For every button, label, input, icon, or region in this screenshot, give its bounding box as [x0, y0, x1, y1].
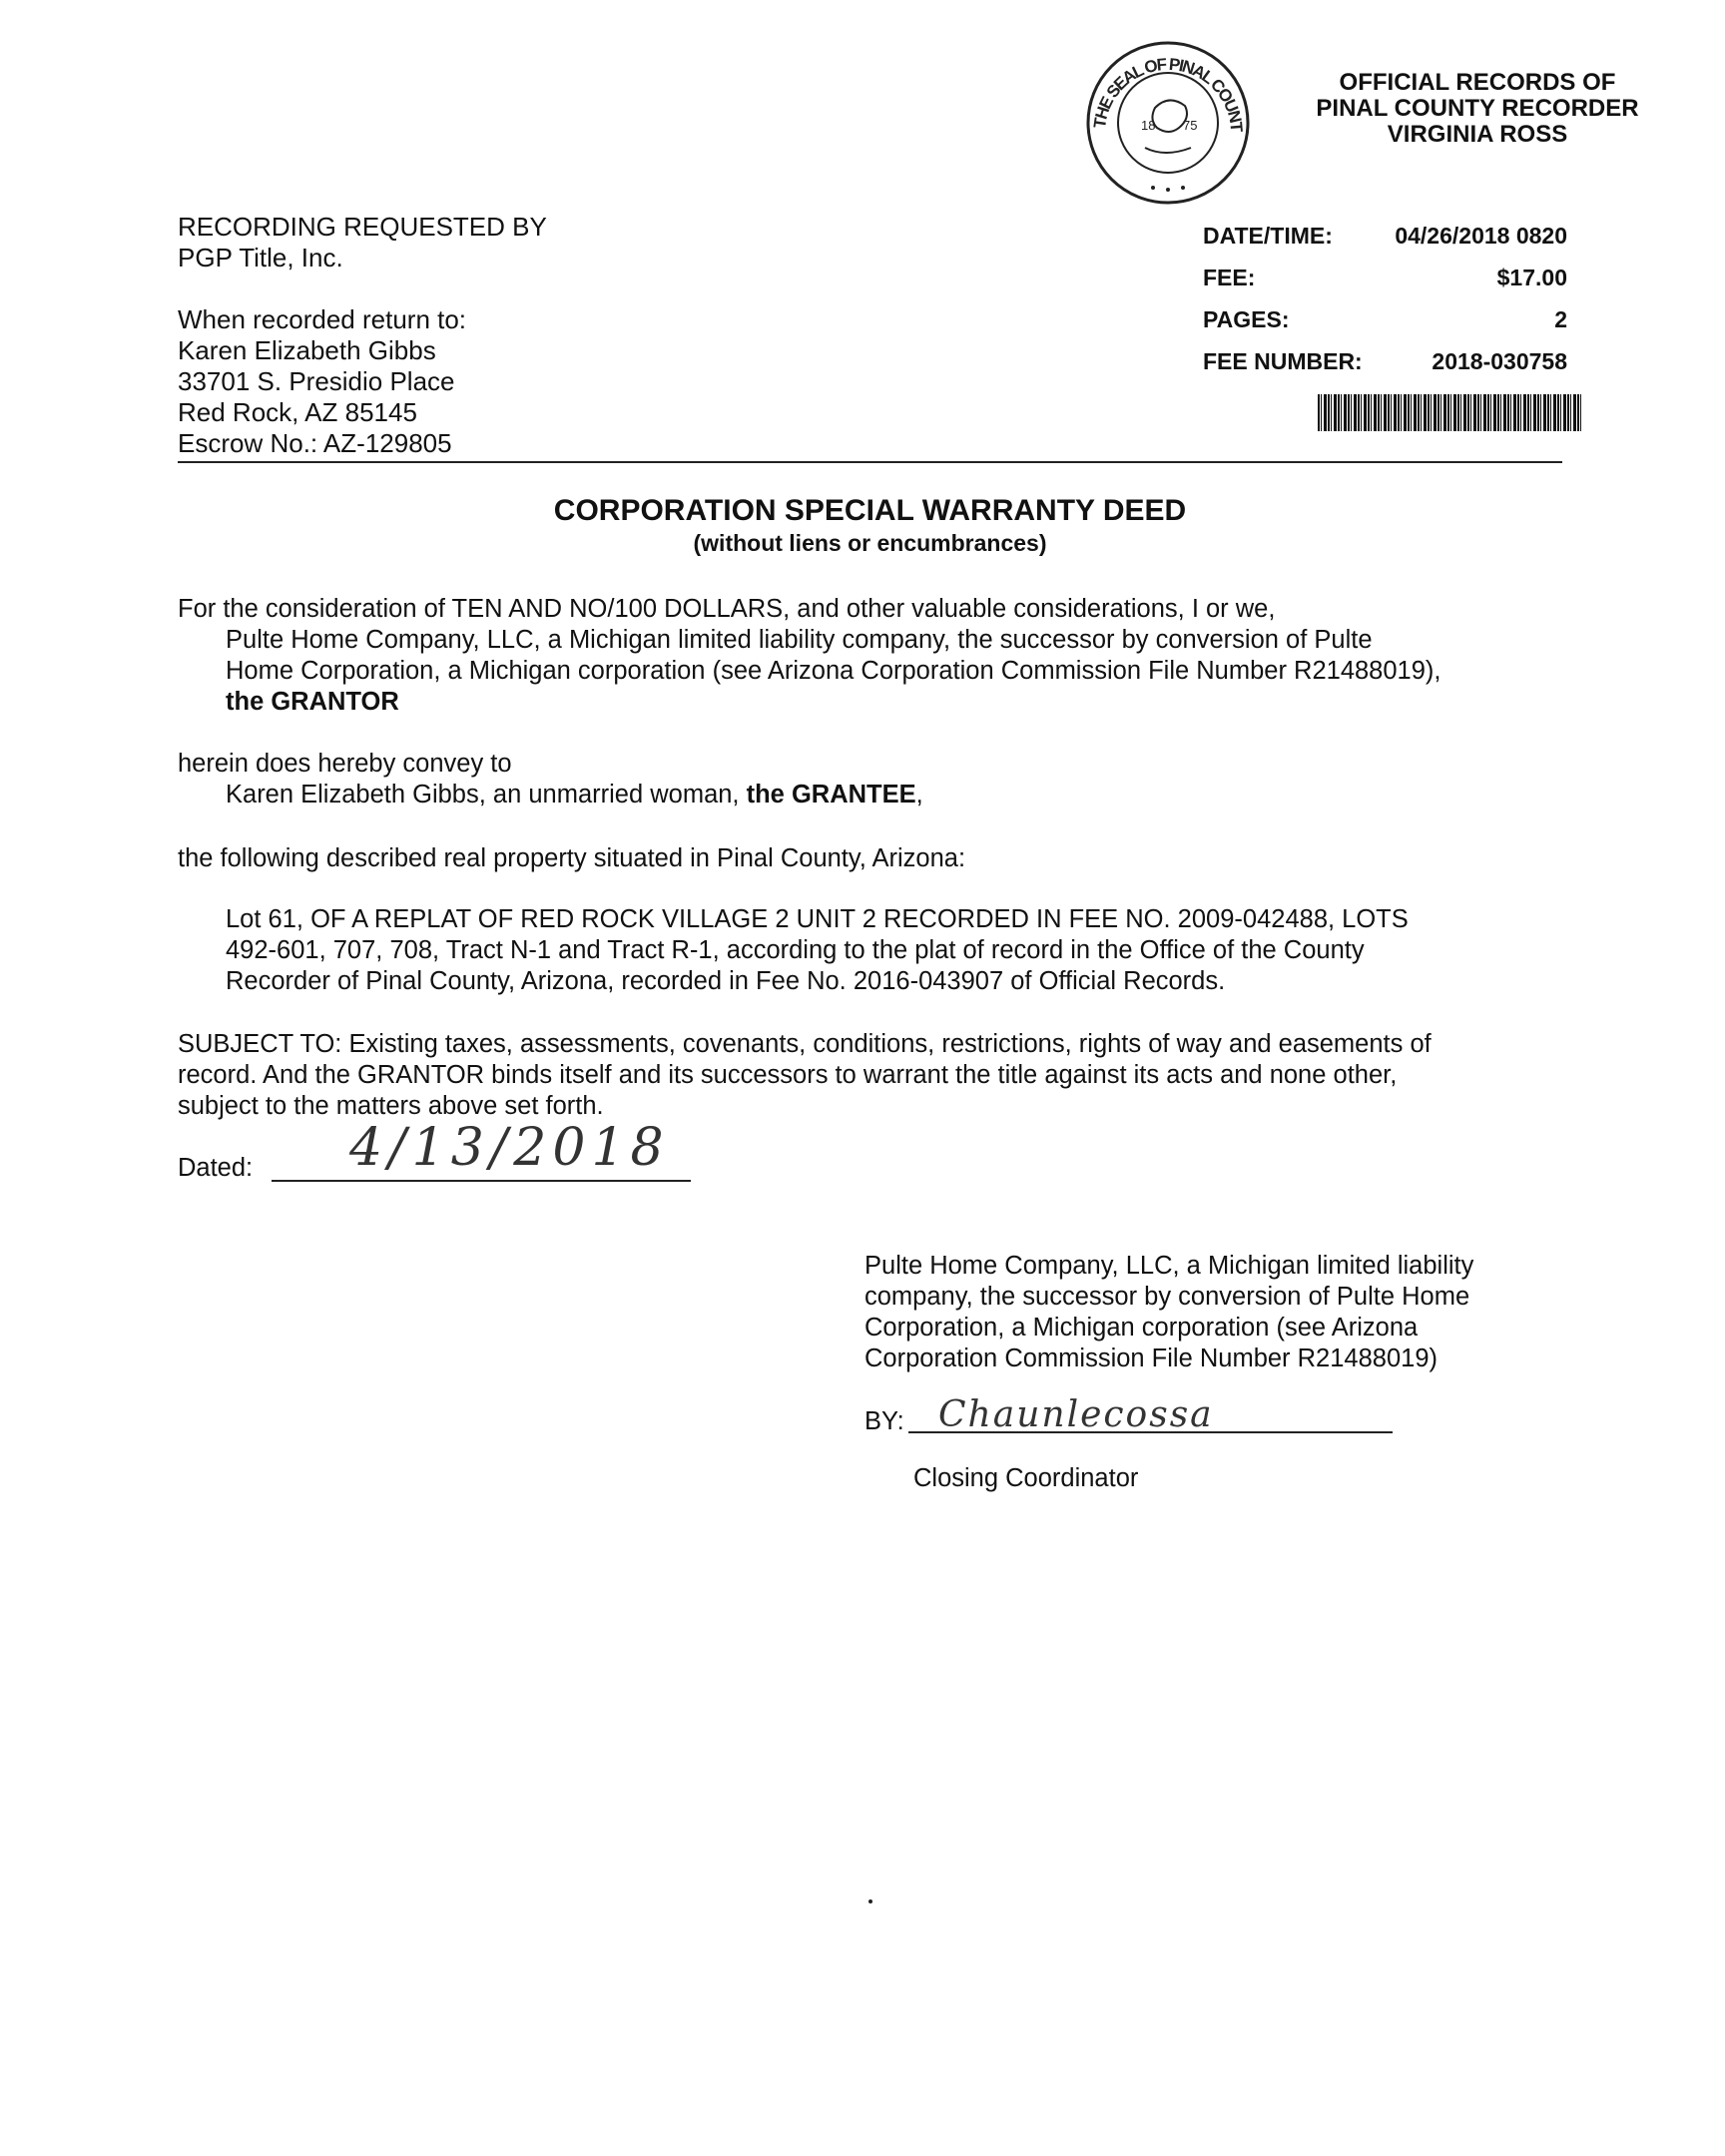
svg-text:75: 75: [1183, 118, 1198, 133]
grantor-label: the GRANTOR: [226, 688, 399, 716]
consideration-line: For the consideration of TEN AND NO/100 DOLLARS, and other valuable considerations, I or we,: [178, 595, 1276, 623]
return-to-block: [178, 304, 777, 459]
county-seal: [1083, 38, 1253, 208]
grantee-text: Karen Elizabeth Gibbs, an unmarried woman,: [226, 781, 747, 808]
deed-title-sub: (without liens or encumbrances): [693, 530, 1047, 556]
datetime-label: DATE/TIME:: [1203, 223, 1333, 249]
grantee-comma: ,: [915, 781, 923, 808]
fee-label: FEE:: [1203, 265, 1256, 290]
dated-line: [272, 1180, 691, 1182]
recorder-header-line3: VIRGINIA ROSS: [1387, 121, 1568, 148]
deed-title-main: CORPORATION SPECIAL WARRANTY DEED: [553, 494, 1187, 527]
recorder-header: [1268, 70, 1687, 148]
svg-text:THE SEAL OF PINAL COUNTY ARIZO: THE SEAL OF PINAL COUNT: [1090, 54, 1247, 134]
requested-by-label: RECORDING REQUESTED BY: [178, 212, 547, 242]
county-seal-graphic: [1083, 38, 1253, 208]
escrow-number: Escrow No.: AZ-129805: [178, 428, 452, 458]
grantor-line2: Home Corporation, a Michigan corporation (see Arizona Corporation Commission File Number R21488019),: [226, 657, 1441, 685]
signature-entity-line2: company, the successor by conversion of Pulte Home: [864, 1283, 1470, 1311]
svg-text:18: 18: [1141, 118, 1156, 133]
requested-by-block: [178, 212, 777, 273]
grantee-label: the GRANTEE: [746, 781, 916, 808]
recording-info: [1203, 223, 1567, 390]
convey-paragraph: [178, 749, 1575, 810]
return-to-name: Karen Elizabeth Gibbs: [178, 335, 436, 365]
fee-number-label: FEE NUMBER:: [1203, 348, 1363, 374]
signer-title: Closing Coordinator: [913, 1464, 1139, 1492]
deed-title: [178, 493, 1562, 557]
convey-line: herein does hereby convey to: [178, 750, 512, 778]
return-to-label: When recorded return to:: [178, 304, 467, 334]
requested-by-company: PGP Title, Inc.: [178, 243, 343, 272]
subject-to-line2: record. And the GRANTOR binds itself and its successors to warrant the title against its acts and none other,: [178, 1061, 1398, 1089]
return-to-address1: 33701 S. Presidio Place: [178, 366, 455, 396]
fee-number-value: 2018-030758: [1432, 348, 1567, 374]
fee-value: $17.00: [1496, 265, 1567, 290]
scan-mark: [868, 1899, 872, 1903]
dated-label: Dated:: [178, 1154, 254, 1182]
dated-value: 4/13/2018: [349, 1118, 670, 1178]
property-line2: 492-601, 707, 708, Tract N-1 and Tract R-1, according to the plat of record in the Office of the County: [226, 936, 1365, 964]
fee-row: [1203, 265, 1567, 306]
datetime-value: 04/26/2018 0820: [1395, 223, 1567, 249]
by-label: BY:: [864, 1407, 904, 1435]
grantee-line: [178, 780, 1575, 810]
property-line3: Recorder of Pinal County, Arizona, recorded in Fee No. 2016-043907 of Official Records.: [226, 967, 1226, 995]
recorder-header-line1: OFFICIAL RECORDS OF: [1339, 69, 1616, 96]
fee-number-row: [1203, 348, 1567, 390]
signature-entity-line3: Corporation, a Michigan corporation (see Arizona: [864, 1314, 1419, 1342]
subject-to-line3: subject to the matters above set forth.: [178, 1092, 604, 1120]
subject-to-line1: SUBJECT TO: Existing taxes, assessments, covenants, conditions, restrictions, rights of way and easements of: [178, 1030, 1432, 1058]
pages-value: 2: [1554, 306, 1567, 332]
subject-to-paragraph: [178, 1029, 1595, 1122]
property-intro: the following described real property situated in Pinal County, Arizona:: [178, 844, 966, 872]
grantor-line1: Pulte Home Company, LLC, a Michigan limited liability company, the successor by conversion of Pulte: [226, 626, 1373, 654]
return-to-address2: Red Rock, AZ 85145: [178, 397, 417, 427]
pages-label: PAGES:: [1203, 306, 1290, 332]
handwritten-signature: Chaunlecossa: [938, 1394, 1214, 1435]
datetime-row: [1203, 223, 1567, 265]
property-description: [226, 904, 1583, 997]
property-line1: Lot 61, OF A REPLAT OF RED ROCK VILLAGE 2 UNIT 2 RECORDED IN FEE NO. 2009-042488, LOTS: [226, 905, 1409, 933]
barcode: [1318, 394, 1582, 431]
signature-block: [864, 1251, 1623, 1374]
pages-row: [1203, 306, 1567, 348]
signature-entity-line1: Pulte Home Company, LLC, a Michigan limited liability: [864, 1252, 1474, 1280]
consideration-paragraph: [178, 594, 1575, 718]
recorder-header-line2: PINAL COUNTY RECORDER: [1316, 95, 1639, 122]
signature-entity-line4: Corporation Commission File Number R21488019): [864, 1345, 1438, 1372]
header-divider: [178, 461, 1562, 463]
